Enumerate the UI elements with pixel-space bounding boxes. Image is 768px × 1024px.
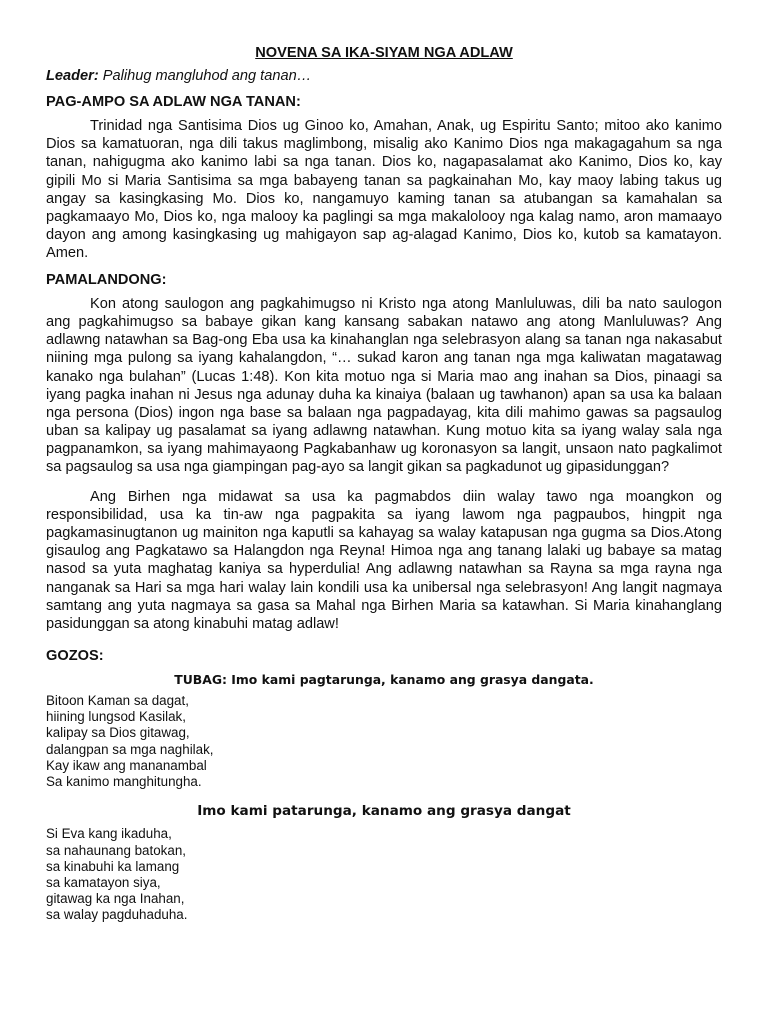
reflection-paragraph-2: Ang Birhen nga midawat sa usa ka pagmabdos diin walay tawo nga moangkon og responsibilidad, usa ka tin-aw nga pagpakita sa iyang lawom nga pagpaubos, hingpit nga pagkamasinugtanon ug mainiton nga kaputli sa kahayag sa walay katapusan nga gugma sa Dios.Atong gisaulog ang Pagkatawo sa Halangdon nga Reyna! Himoa nga ang tanang lalaki ug babaye sa matag nasod sa yuta maghatag kaniya sa hyperdulia! Ang adlawng natawhan sa Rayna sa mga rayna nga nanganak sa Hari sa mga hari walay lain kondili usa ka unibersal nga selebrasyon! Ang langit nagmaya samtang ang yuta nagmaya sa gasa sa Mahal nga Birhen Maria sa katawhan. Si Maria kinahanglang pasidunggan sa atong kinabuhi matag adlaw! (46, 489, 722, 632)
stanza-line: sa walay pagduhaduha. (46, 907, 188, 923)
stanza-line: sa kinabuhi ka lamang (46, 858, 180, 874)
leader-label: Leader: (46, 68, 99, 85)
prayer-paragraph: Trinidad nga Santisima Dios ug Ginoo ko, Amahan, Anak, ug Espiritu Santo; mitoo ako kanimo Dios sa kamatuoran, nga dili takus maglimbong, misalig ako Kanimo Dios nga makagagahum sa nga tanan, nahigugma ako kanimo labi sa nga tanan. Dios ko, nagapasalamat ako Kanimo, Dios ko, kay gipili Mo si Maria Santisima sa mga babayeng tanan sa pagkainahan Mo, kay maoy labing takus ug angay sa kasingkasing Mo. Dios ko, nangamuyo kaming tanan sa atubangan sa kamahalan sa pagkamaayo Mo, Dios ko, nga malooy ka paglingi sa mga makalolooy nga kalag namo, aron mamaayo dayon ang among kasingkasing ug mahigayon sap ag-alagad Kanimo, Dios ko, kutob sa kamatayon. Amen. (46, 118, 722, 261)
stanza-line: Sa kanimo manghitungha. (46, 774, 202, 790)
gozos-heading: GOZOS: (46, 647, 104, 664)
stanza-line: Bitoon Kaman sa dagat, (46, 693, 189, 708)
gozos-stanza-2 (46, 826, 722, 923)
stanza-line: sa nahaunang batokan, (46, 842, 186, 858)
stanza-line: Kay ikaw ang mananambal (46, 757, 207, 773)
leader-instruction: Palihug mangluhod ang tanan… (98, 68, 312, 85)
stanza-line: sa kamatayon siya, (46, 874, 161, 890)
stanza-line: Si Eva kang ikaduha, (46, 826, 172, 842)
reflection-paragraph-1: Kon atong saulogon ang pagkahimugso ni Kristo nga atong Manluluwas, dili ba nato saulogon ang pagkahimugso sa babaye gikan kang kansang sabakan natawo ang atong Manluluwas? Ang adlawng natawhan sa Bag-ong Eba usa ka kinahanglan nga selebrasyon alang sa tanan nga nakasabut niining mga pulong sa iyang kahalangdon, “… sukad karon ang tanan nga mga kaliwatan magatawag kanako nga bulahan” (Lucas 1:48). Kon kita motuo nga si Maria mao ang inahan sa Dios, pinaagi sa iyang pagka inahan ni Jesus nga adunay duha ka kinaiya (balaan ug tawhanon) apan sa usa ka balaan nga persona (Dios) ingon nga base sa balaan nga pagpadayag, kita dili mahimo gawas sa pagsaulog uban sa kalipay ug pasalamat sa iyang adlawng natawhan. Kung motuo kita sa iyang walay sala nga pagpanamkon, sa iyang mahimayaong Pagkabanhaw ug koronasyon sa langit, unsaon nato pagkalimot sa pagsaulog sa usa nga giampingan pag-ayo sa langit gikan sa pagkadunot ug gipasidunggan? (46, 296, 722, 475)
gozos-refrain-1: TUBAG: Imo kami pagtarunga, kanamo ang grasya dangata. (174, 671, 594, 687)
stanza-line: kalipay sa Dios gitawag, (46, 725, 190, 741)
leader-line (46, 67, 722, 85)
stanza-line: dalangpan sa mga naghilak, (46, 741, 214, 757)
stanza-line: hiining lungsod Kasilak, (46, 709, 186, 725)
prayer-heading: PAG-AMPO SA ADLAW NGA TANAN: (46, 94, 301, 111)
document-title: NOVENA SA IKA-SIYAM NGA ADLAW (255, 45, 513, 61)
stanza-line: gitawag ka nga Inahan, (46, 891, 185, 907)
gozos-stanza-1 (46, 693, 722, 790)
gozos-refrain-2: Imo kami patarunga, kanamo ang grasya dangat (197, 803, 571, 820)
reflection-heading: PAMALANDONG: (46, 272, 167, 289)
